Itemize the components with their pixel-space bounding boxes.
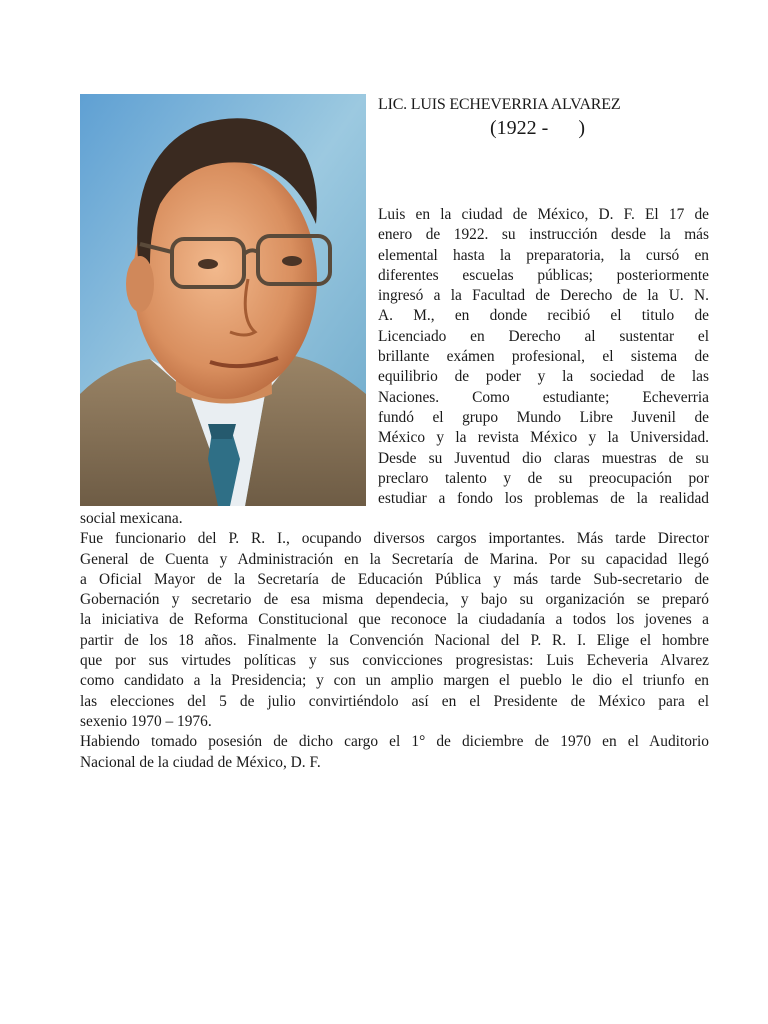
text-line: enero de 1922. su instrucción desde la más	[378, 226, 709, 244]
biography-body	[80, 509, 709, 773]
text-line: México y la revista México y la Universidad.	[378, 429, 709, 447]
text-line: diferentes escuelas públicas; posteriormente	[378, 266, 709, 284]
text-line: A. M., en donde recibió el titulo de	[378, 307, 709, 325]
text-line: fundó el grupo Mundo Libre Juvenil de	[378, 408, 709, 426]
text-line: preclaro talento y de su preocupación por	[378, 469, 709, 487]
text-line: General de Cuenta y Administración en la Secretaría de Marina. Por su capacidad llegó	[80, 550, 709, 568]
text-line: Gobernación y secretario de esa misma dependecia, y bajo su organización se preparó	[80, 591, 709, 609]
text-line: sexenio 1970 – 1976.	[80, 712, 212, 730]
text-line: ingresó a la Facultad de Derecho de la U. N.	[378, 287, 709, 305]
text-line: a Oficial Mayor de la Secretaría de Educación Pública y más tarde Sub-secretario de	[80, 570, 709, 588]
text-line: Habiendo tomado posesión de dicho cargo el 1° de diciembre de 1970 en el Auditorio	[80, 733, 709, 751]
text-line: elemental hasta la preparatoria, la cursó en	[378, 246, 709, 264]
text-line: la iniciativa de Reforma Constitucional que reconoce la ciudadanía a todos los jovenes a	[80, 611, 709, 629]
page-title: LIC. LUIS ECHEVERRIA ALVAREZ	[378, 96, 621, 113]
text-line: Luis en la ciudad de México, D. F. El 17 de	[378, 206, 709, 223]
text-line: estudiar a fondo los problemas de la realidad	[378, 490, 709, 508]
portrait-image	[80, 94, 366, 506]
text-line: las elecciones del 5 de julio convirtiéndolo así en el Presidente de México para el	[80, 692, 709, 710]
text-line: Desde su Juventud dio claras muestras de su	[378, 449, 709, 467]
text-line: Naciones. Como estudiante; Echeverria	[378, 388, 709, 406]
text-line: como candidato a la Presidencia; y con un amplio margen el pueblo le dio el triunfo en	[80, 672, 709, 690]
text-line: partir de los 18 años. Finalmente la Convención Nacional del P. R. I. Elige el hombre	[80, 631, 709, 649]
text-line: social mexicana.	[80, 510, 183, 527]
text-line: Licenciado en Derecho al sustentar el	[378, 327, 709, 345]
text-line: Fue funcionario del P. R. I., ocupando diversos cargos importantes. Más tarde Director	[80, 530, 709, 548]
life-years: (1922 - )	[490, 117, 585, 139]
text-line: brillante exámen profesional, el sistema de	[378, 348, 709, 366]
text-line: que por sus virtudes políticas y sus convicciones progresistas: Luis Echeveria Alvarez	[80, 652, 709, 670]
text-line: equilibrio de poder y la sociedad de las	[378, 368, 709, 386]
text-line: Nacional de la ciudad de México, D. F.	[80, 753, 321, 771]
biography-intro	[378, 205, 709, 509]
